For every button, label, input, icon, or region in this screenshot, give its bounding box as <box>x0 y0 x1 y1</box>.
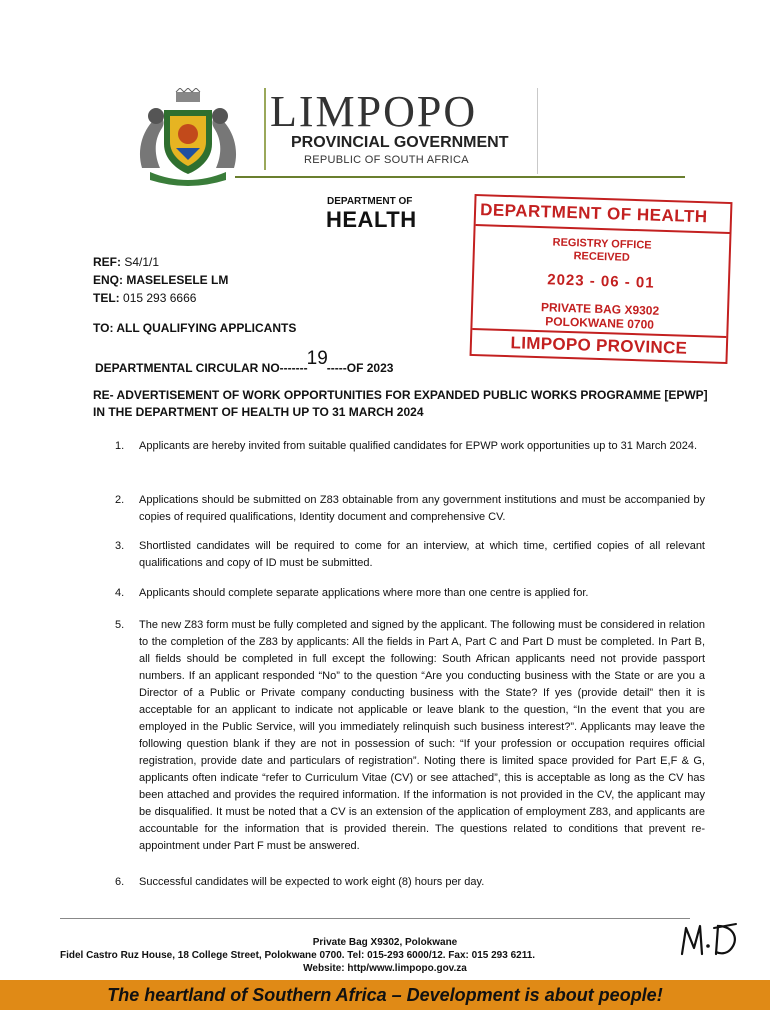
footer-website: Website: http/www.limpopo.gov.za <box>303 963 467 974</box>
list-item-text: Applicants should complete separate applications where more than one centre is applied for. <box>139 587 589 599</box>
stamp-date: 2023 - 06 - 01 <box>546 271 655 292</box>
list-item-number: 3. <box>115 540 125 552</box>
addressee-line: TO: ALL QUALIFYING APPLICANTS <box>93 321 297 335</box>
list-item-text: Shortlisted candidates will be required to come for an interview, at which time, certified copies of all relevant qualifications and copy of ID must be submitted. <box>139 540 705 569</box>
footer-postal-address: Private Bag X9302, Polokwane <box>312 937 458 948</box>
list-item <box>115 585 705 602</box>
header-vertical-rule-right <box>537 88 538 174</box>
footer-rule <box>60 918 690 919</box>
enq-line <box>93 273 228 287</box>
enq-value: MASELESELE LM <box>126 273 229 287</box>
list-item-number: 2. <box>115 494 125 506</box>
tel-label: TEL: <box>93 291 120 305</box>
ref-value: S4/1/1 <box>124 255 160 269</box>
list-item-text: Applications should be submitted on Z83 obtainable from any government institutions and must be accompanied by copies of required qualifications, Identity document and comprehensive CV. <box>139 494 705 523</box>
list-item-number: 4. <box>115 587 125 599</box>
list-item <box>115 492 705 526</box>
stamp-received: RECEIVED <box>573 250 630 264</box>
list-item-text: The new Z83 form must be fully completed and signed by the applicant. The following must be considered in relation to the completion of the Z83 by applicants: All the fields in Part A, Part C and Part D must be completed. In Part B, all fields should be completed in full except the following: South African applicants need not provide passport numbers. If an applicant responded “No” to the question “Are you conducting business with the State or are you a Director of a Public or Private company conducting business with the State? If yes (provide detail” then it is acceptable for an applicant to indicate not applicable or leave blank to the question, “In the event that you are employed in the Public Service, will you immediately relinquish such business interest?”. Applicants may leave the following question blank if they are not in possession of such: “If your profession or occupation requires official registration, provide date and particulars of registration”. Noting there is limited space provided for Part E,F & G, applicants often indicate “refer to Curriculum Vitae (CV) or see attached”, this is acceptable as long as the CV has been attached and provides the required information. If the information is not provided in the CV, the applicant may be disqualified. It must be noted that a CV is an extension of the application of employment Z83, and applicants are accountable for the information that is provided therein. The questions related to conditions that prevent re-appointment under Part F must be answered. <box>139 619 705 852</box>
list-item-number: 1. <box>115 440 125 452</box>
list-item-number: 6. <box>115 876 125 888</box>
list-item <box>115 438 705 455</box>
handwritten-initials-signature <box>676 918 746 960</box>
department-name: HEALTH <box>326 207 417 232</box>
list-item-text: Successful candidates will be expected to work eight (8) hours per day. <box>139 876 485 888</box>
list-item <box>115 617 705 855</box>
circular-suffix: -----OF 2023 <box>326 361 394 375</box>
government-subtitle: PROVINCIAL GOVERNMENT <box>291 134 509 151</box>
list-item-number: 5. <box>115 619 125 631</box>
list-item <box>115 538 705 572</box>
stamp-city: POLOKWANE 0700 <box>545 314 655 332</box>
stamp-province: LIMPOPO PROVINCE <box>510 333 688 358</box>
header-vertical-rule <box>264 88 266 170</box>
government-name: LIMPOPO <box>270 87 478 136</box>
circular-number-line <box>95 348 394 378</box>
footer-tagline: The heartland of Southern Africa – Development is about people! <box>107 985 663 1005</box>
list-item-text: Applicants are hereby invited from suitable qualified candidates for EPWP work opportunities up to 31 March 2024. <box>139 440 698 452</box>
footer-street-address: Fidel Castro Ruz House, 18 College Street, Polokwane 0700. Tel: 015-293 6000/12. Fax: 015 293 6211. <box>60 950 536 961</box>
government-country: REPUBLIC OF SOUTH AFRICA <box>304 154 469 166</box>
circular-title: RE- ADVERTISEMENT OF WORK OPPORTUNITIES FOR EXPANDED PUBLIC WORKS PROGRAMME [EPWP] IN THE DEPARTMENT OF HEALTH UP TO 31 MARCH 2024 <box>93 388 708 419</box>
ref-line <box>93 255 159 269</box>
header-rule <box>235 176 685 178</box>
circular-prefix: DEPARTMENTAL CIRCULAR NO------- <box>95 361 308 375</box>
circular-number-handwritten: 19 <box>306 348 328 369</box>
list-item <box>115 874 705 891</box>
tel-value: 015 293 6666 <box>123 291 197 305</box>
tel-line <box>93 291 196 305</box>
enq-label: ENQ: <box>93 273 123 287</box>
stamp-private-bag: PRIVATE BAG X9302 <box>540 300 660 318</box>
stamp-department: DEPARTMENT OF HEALTH <box>479 200 708 227</box>
department-of-label: DEPARTMENT OF <box>327 196 413 207</box>
coat-of-arms-logo <box>136 88 240 186</box>
received-stamp <box>470 194 733 364</box>
ref-label: REF: <box>93 255 121 269</box>
stamp-registry-office: REGISTRY OFFICE <box>552 236 652 252</box>
